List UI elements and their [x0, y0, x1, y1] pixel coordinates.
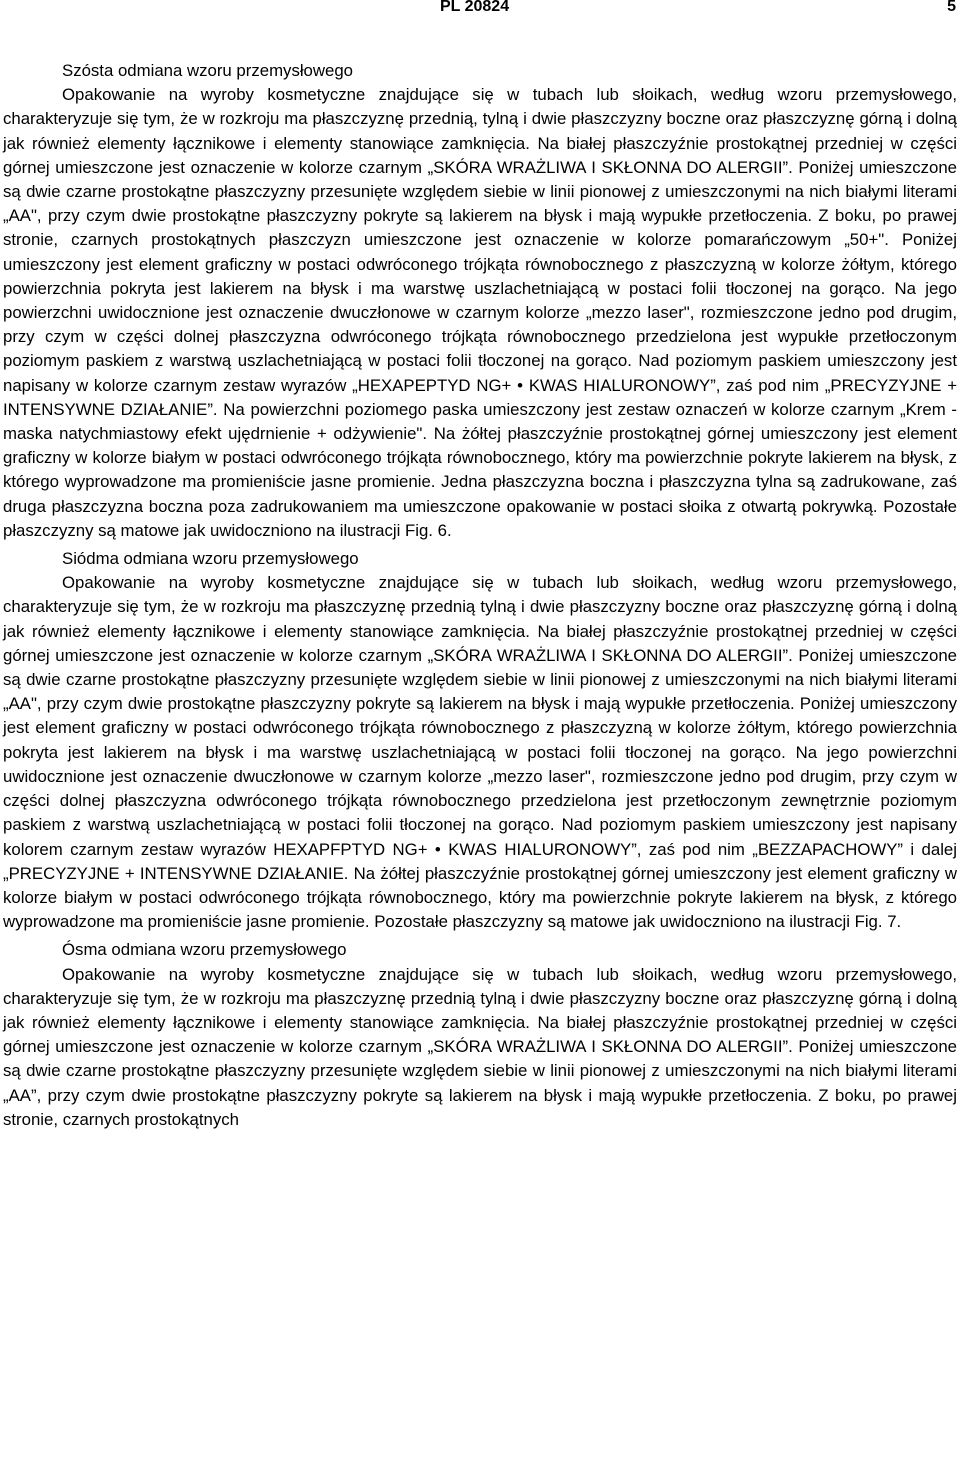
section-eighth-variant	[3, 938, 957, 1132]
page-number: 5	[947, 0, 956, 15]
document-body	[3, 59, 957, 1136]
section-paragraph: Opakowanie na wyroby kosmetyczne znajdujące się w tubach lub słoikach, według wzoru przemysłowego, charakteryzuje się tym, że w rozkroju ma płaszczyznę przednią, tylną i dwie płaszczyzny boczne oraz płaszczyznę górną i dolną jak również elementy łącznikowe i elementy stanowiące zamknięcia. Na białej płaszczyźnie prostokątnej przedniej w części górnej umieszczone jest oznaczenie w kolorze czarnym „SKÓRA WRAŻLIWA I SKŁONNA DO ALERGII”. Poniżej umieszczone są dwie czarne prostokątne płaszczyzny przesunięte względem siebie w linii pionowej z umieszczonymi na nich białymi literami „AA", przy czym dwie prostokątne płaszczyzny pokryte są lakierem na błysk i mają wypukłe przetłoczenia. Z boku, po prawej stronie, czarnych prostokątnych płaszczyzn umieszczone jest oznaczenie w kolorze pomarańczowym „50+". Poniżej umieszczony jest element graficzny w postaci odwróconego trójkąta równobocznego z płaszczyzną w kolorze żółtym, którego powierzchnia pokryta jest lakierem na błysk i ma warstwę uszlachetniającą w postaci folii tłoczonej na gorąco. Na jego powierzchni uwidocznione jest oznaczenie dwuczłonowe w czarnym kolorze „mezzo laser", rozmieszczone jedno pod drugim, przy czym w części dolnej płaszczyzna odwróconego trójkąta równobocznego przedzielona jest wypukłe przetłoczonym poziomym paskiem z warstwą uszlachetniającą w postaci folii tłoczonej na gorąco. Nad poziomym paskiem umieszczony jest napisany w kolorze czarnym zestaw wyrazów „HEXAPEPTYD NG+ • KWAS HIALURONOWY”, zaś pod nim „PRECYZYJNE + INTENSYWNE DZIAŁANIE”. Na powierzchni poziomego paska umieszczony jest zestaw oznaczeń w kolorze czarnym „Krem - maska natychmiastowy efekt ujędrnienie + odżywienie". Na żółtej płaszczyźnie prostokątnej górnej umieszczony jest element graficzny w kolorze białym w postaci odwróconego trójkąta równobocznego, który ma powierzchnie pokryte lakierem na błysk, z którego wyprowadzone ma promieniście jasne promienie. Jedna płaszczyzna boczna i płaszczyzna tylna są zadrukowane, zaś druga płaszczyzna boczna poza zadrukowaniem ma umieszczone opakowanie w postaci słoika z otwartą pokrywką. Pozostałe płaszczyzny są matowe jak uwidoczniono na ilustracji Fig. 6.	[3, 85, 957, 540]
section-paragraph: Opakowanie na wyroby kosmetyczne znajdujące się w tubach lub słoikach, według wzoru przemysłowego, charakteryzuje się tym, że w rozkroju ma płaszczyznę przednią tylną i dwie płaszczyzny boczne oraz płaszczyznę górną i dolną jak również elementy łącznikowe i elementy stanowiące zamknięcia. Na białej płaszczyźnie prostokątnej przedniej w części górnej umieszczone jest oznaczenie w kolorze czarnym „SKÓRA WRAŻLIWA I SKŁONNA DO ALERGII”. Poniżej umieszczone są dwie czarne prostokątne płaszczyzny przesunięte względem siebie w linii pionowej z umieszczonymi na nich białymi literami „AA", przy czym dwie prostokątne płaszczyzny pokryte są lakierem na błysk i mają wypukłe przetłoczenia. Poniżej umieszczony jest element graficzny w postaci odwróconego trójkąta równobocznego z płaszczyzną w kolorze żółtym, którego powierzchnia pokryta jest lakierem na błysk i ma warstwę uszlachetniającą w postaci folii tłoczonej na gorąco. Na jego powierzchni uwidocznione jest oznaczenie dwuczłonowe w czarnym kolorze „mezzo laser", rozmieszczone jedno pod drugim, przy czym w części dolnej płaszczyzna odwróconego trójkąta równobocznego przedzielona jest przetłoczonym zewnętrznie poziomym paskiem z warstwą uszlachetniającą w postaci folii tłoczonej na gorąco. Nad poziomym paskiem umieszczony jest napisany kolorem czarnym zestaw wyrazów HEXAPFPTYD NG+ • KWAS HIALURONOWY”, zaś pod nim „BEZZAPACHOWY” i dalej „PRECYZYJNE + INTENSYWNE DZIAŁANIE. Na żółtej płaszczyźnie prostokątnej górnej umieszczony jest element graficzny w kolorze białym w postaci odwróconego trójkąta równobocznego, który ma powierzchnie pokryte lakierem na błysk, z którego wyprowadzone ma promieniście jasne promienie. Pozostałe płaszczyzny są matowe jak uwidoczniono na ilustracji Fig. 7.	[3, 573, 957, 932]
section-paragraph: Opakowanie na wyroby kosmetyczne znajdujące się w tubach lub słoikach, według wzoru przemysłowego, charakteryzuje się tym, że w rozkroju ma płaszczyznę przednią tylną i dwie płaszczyzny boczne oraz płaszczyznę górną i dolną jak również elementy łącznikowe i elementy stanowiące zamknięcia. Na białej płaszczyźnie prostokątnej przedniej w części górnej umieszczone jest oznaczenie w kolorze czarnym „SKÓRA WRAŻLIWA I SKŁONNA DO ALERGII”. Poniżej umieszczone są dwie czarne prostokątne płaszczyzny przesunięte względem siebie w linii pionowej z umieszczonymi na nich białymi literami „AA”, przy czym dwie prostokątne płaszczyzny pokryte są lakierem na błysk i mają wypukłe przetłoczenia. Z boku, po prawej stronie, czarnych prostokątnych	[3, 964, 957, 1129]
section-title: Szósta odmiana wzoru przemysłowego	[62, 61, 354, 80]
page-header	[0, 0, 960, 20]
section-sixth-variant	[3, 59, 957, 543]
document-number: PL 20824	[440, 0, 510, 15]
section-title: Siódma odmiana wzoru przemysłowego	[62, 549, 359, 569]
section-title: Ósma odmiana wzoru przemysłowego	[62, 940, 347, 960]
section-seventh-variant	[3, 547, 957, 934]
